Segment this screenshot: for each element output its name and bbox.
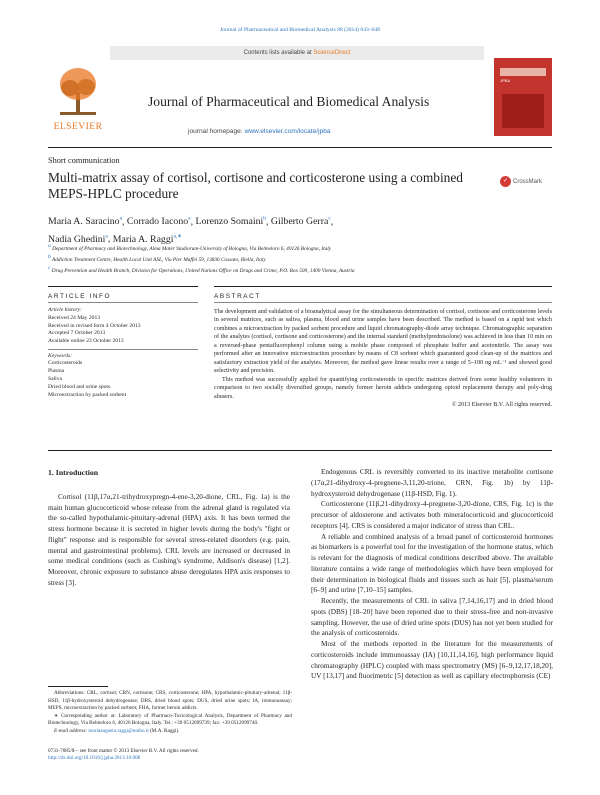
email-link[interactable]: mariaaugusta.raggi@unibo.it xyxy=(88,727,149,734)
email-footnote: E-mail address: mariaaugusta.raggi@unibo.it (M.A. Raggi). xyxy=(54,727,180,734)
contents-bar xyxy=(110,46,484,60)
cover-title: JPBA xyxy=(500,78,511,83)
body-paragraph: Recently, the measurements of CRL in saliva [7,14,16,17] and in dried blood spots (DBS) [18–20] have been reported due to their stress-free and non-invasive sampling. However, the use of dried urine spots (DUS) has not yet been studied for the analysis of corticosteroids. xyxy=(311,597,553,638)
keyword: Saliva xyxy=(48,375,62,382)
author[interactable]: Maria A. Saracino$^a$ xyxy=(48,216,123,228)
body-paragraph: Endogenous CRL is reversibly converted to its inactive metabolite cortisone (17α,21-dihydroxy-4-pregnene-3,11,20-trione, CRN, Fig. 1b) by 11β-hydroxysteroid dehydrogenase (11β-HSD, Fig. 1). xyxy=(311,468,553,498)
article-info-subrule xyxy=(48,302,198,303)
keyword: Plasma xyxy=(48,368,65,375)
keyword: Dried blood and urine spots xyxy=(48,383,111,390)
elsevier-tree-icon xyxy=(56,64,100,118)
history-item: Available online 23 October 2013 xyxy=(48,338,124,345)
history-item: Accepted 7 October 2013 xyxy=(48,330,106,337)
elsevier-wordmark: ELSEVIER xyxy=(53,122,103,132)
history-item: Received in revised form 4 October 2013 xyxy=(48,322,141,329)
copyright: © 2013 Elsevier B.V. All rights reserved. xyxy=(451,401,552,408)
issn-line: 0731-7085/$ – see front matter © 2013 Elsevier B.V. All rights reserved. xyxy=(48,748,199,754)
history-item: Received 24 May 2013 xyxy=(48,314,101,321)
abstract-paragraph: The development and validation of a bioanalytical assay for the simultaneous determination of cortisol, cortisone and corticosterone levels in several matrices, such as saliva, plasma, blood and urine samples have been described. The method is based on a rapid test which combines a microextraction by packed sorbent procedure and liquid chromatography-diode array technique. Chromatographic separation of the analytes (cortisol, cortisone and corticosterone) and the internal standard (methylprednisolone) was achieved in less than 10 min on a reversed-phase pentafluorophenyl column using a mobile phase composed of phosphate buffer and acetonitrile. The assay was performed after an innovative microextraction procedure by means of C8 sorbent which guaranteed good clean-up of the matrices and satisfactory extraction yield of the analytes. Moreover, the method gave linear results over a range of 5–100 ng mL⁻¹ and showed good selectivity and precision. xyxy=(214,309,552,375)
journal-homepage xyxy=(188,128,488,135)
journal-title: Journal of Pharmaceutical and Biomedical Analysis xyxy=(148,94,430,109)
intro-right-column xyxy=(311,467,553,682)
article-info-heading: ARTICLE INFO xyxy=(48,293,112,300)
section-heading-introduction: 1. Introduction xyxy=(48,468,99,477)
article-type: Short communication xyxy=(48,156,120,165)
author[interactable]: Lorenzo Somaini$^b$ xyxy=(195,216,266,228)
body-paragraph: Most of the methods reported in the literature for the measurements of corticosteroids include immunoassay (IA) [10,11,14,16], high performance liquid chromatography (HPLC) coupled with mass spectrometry (MS) [6–9,12,17,18,20], UV [13,17] and fluorimetric [5] detection as well as capillary electrophoresis (CE) xyxy=(311,640,553,681)
journal-cover-image xyxy=(494,58,552,136)
cover-band xyxy=(500,68,546,76)
keyword: Corticosteroids xyxy=(48,360,83,367)
crossmark-icon: ✓ xyxy=(500,176,511,187)
abbreviations-footnote: Abbreviations: CRL, cortisol; CRN, cortisone; CRS, corticosterone; HPA, hypothalamic-pituitary-adrenal; 11β-HSD, 11β-hydroxysteroid dehydrogenase; DBS, dried blood spots; DUS, dried urine spots; IA, immunoassay; MEPS, microextraction by packed sorbent; FHA, former heroin addicts. xyxy=(48,690,292,711)
author[interactable]: Maria A. Raggi$^{a,∗}$ xyxy=(112,233,182,245)
page-bottom-info xyxy=(48,748,348,762)
abstract-end-rule xyxy=(48,450,552,451)
elsevier-logo[interactable] xyxy=(48,64,108,138)
author[interactable]: Corrado Iacono$^a$ xyxy=(126,216,191,228)
abstract-paragraph: This method was successfully applied for quantifying corticosteroids in specific matrices derived from some healthy volunteers in comparison to two socially diversified groups, namely former heroin addicts undergoing opioid replacement therapy and poly-drug abusers. xyxy=(214,376,552,400)
crossmark-button[interactable] xyxy=(500,176,552,190)
footnotes xyxy=(48,690,292,735)
corresponding-author-footnote: ∗ Corresponding author at: Laboratory of Pharmaco-Toxicological Analysis, Department of Pharmacy and Biotechnology, Via Belmeloro 6, 40126 Bologna, Italy. Tel.: +39 0512099739; fax: +39 0512099740. xyxy=(48,712,292,726)
footnote-rule xyxy=(48,686,108,687)
article-info-block xyxy=(48,307,198,399)
keywords-rule xyxy=(48,349,198,350)
homepage-link[interactable]: www.elsevier.com/locate/jpba xyxy=(244,128,331,135)
crossmark-label: CrossMark xyxy=(513,179,543,186)
intro-left-column xyxy=(48,492,290,588)
paper-title: Multi-matrix assay of cortisol, cortisone and corticosterone using a combined MEPS-HPLC procedure xyxy=(48,170,464,201)
sciencedirect-link[interactable]: ScienceDirect xyxy=(313,50,351,56)
keyword: Microextraction by packed sorbent xyxy=(48,391,127,398)
history-label: Article history: xyxy=(48,307,83,313)
abstract-rule xyxy=(214,286,552,287)
article-info-rule xyxy=(48,286,198,287)
homepage-label: journal homepage: xyxy=(188,128,243,135)
body-paragraph: Corticosterone (11β,21-dihydroxy-4-pregnene-3,20-dione, CRS, Fig. 1c) is the precursor of aldosterone and activates both mineralocorticoid and glucocorticoid receptors [4]. CRS is considered a major indicator of stress than CRL. xyxy=(311,500,553,530)
abstract-body xyxy=(214,308,552,409)
author-list: Maria A. Saracino$^a$, Corrado Iacono$^a$, Lorenzo Somaini$^b$, Gilberto Gerra$^c$, Nadia Ghedini$^a$, Maria A. Raggi$^{a,∗}$ xyxy=(48,216,334,245)
author[interactable]: Gilberto Gerra$^c$ xyxy=(270,216,331,228)
abstract-subrule xyxy=(214,302,552,303)
affiliations xyxy=(48,242,548,276)
abstract-heading: ABSTRACT xyxy=(214,293,261,300)
doi-link[interactable]: http://dx.doi.org/10.1016/j.jpba.2013.10.008 xyxy=(48,755,141,762)
contents-prefix: Contents lists available at xyxy=(243,50,312,56)
author[interactable]: Nadia Ghedini$^a$ xyxy=(48,233,108,245)
keywords-label: Keywords: xyxy=(48,352,73,359)
header-divider xyxy=(48,147,552,148)
cover-figure xyxy=(502,94,544,128)
journal-header xyxy=(48,46,552,138)
journal-reference[interactable]: Journal of Pharmaceutical and Biomedical Analysis 88 (2014) 643–648 xyxy=(219,27,380,33)
affiliation: $^b$ Addiction Treatment Centre, Health Local Unit ASL, Via Pier Maffei 59, 13836 Cossato, Biella, Italy xyxy=(48,254,266,263)
body-paragraph: A reliable and combined analysis of a broad panel of corticosteroid hormones as biomarkers is a powerful tool for the investigation of the hormone status, which is relevant for the diagnosis of medical conditions described above. The available literature contains a wide range of methodologies which have been employed for their determination in biological fluids and tissues such as hair [5], plasma/serum [6–9] and urine [7,10–15] samples. xyxy=(311,532,553,595)
intro-paragraph: Cortisol (11β,17α,21-trihydroxypregn-4-ene-3,20-dione, CRL, Fig. 1a) is the main human glucocorticoid whose release from the adrenal gland is regulated via the so-called hypothalamic-pituitary-adrenal (HPA) axis. It has been termed the stress hormone because it is secreted in higher levels during the body's "fight or flight" response and is responsible for several stress-related disorders (e.g. pain, mental and gastrointestinal problems). CRL levels are increased or decreased in some medical conditions (such as Cushing's syndrome, Addison's disease) [1,2]. Moreover, chronic exposure to substance abuse deregulates HPA axis responses to stress [3]. xyxy=(48,493,290,587)
affiliation: $^a$ Department of Pharmacy and Biotechnology, Alma Mater Studiorum-University of Bologna, Via Belmeloro 6, 40126 Bologna, Italy xyxy=(48,243,332,252)
affiliation: $^c$ Drug Prevention and Health Branch, Division for Operations, United Nations Office on Drugs and Crime, P.O. Box 500, 1400 Vienna, Austria xyxy=(48,265,355,275)
